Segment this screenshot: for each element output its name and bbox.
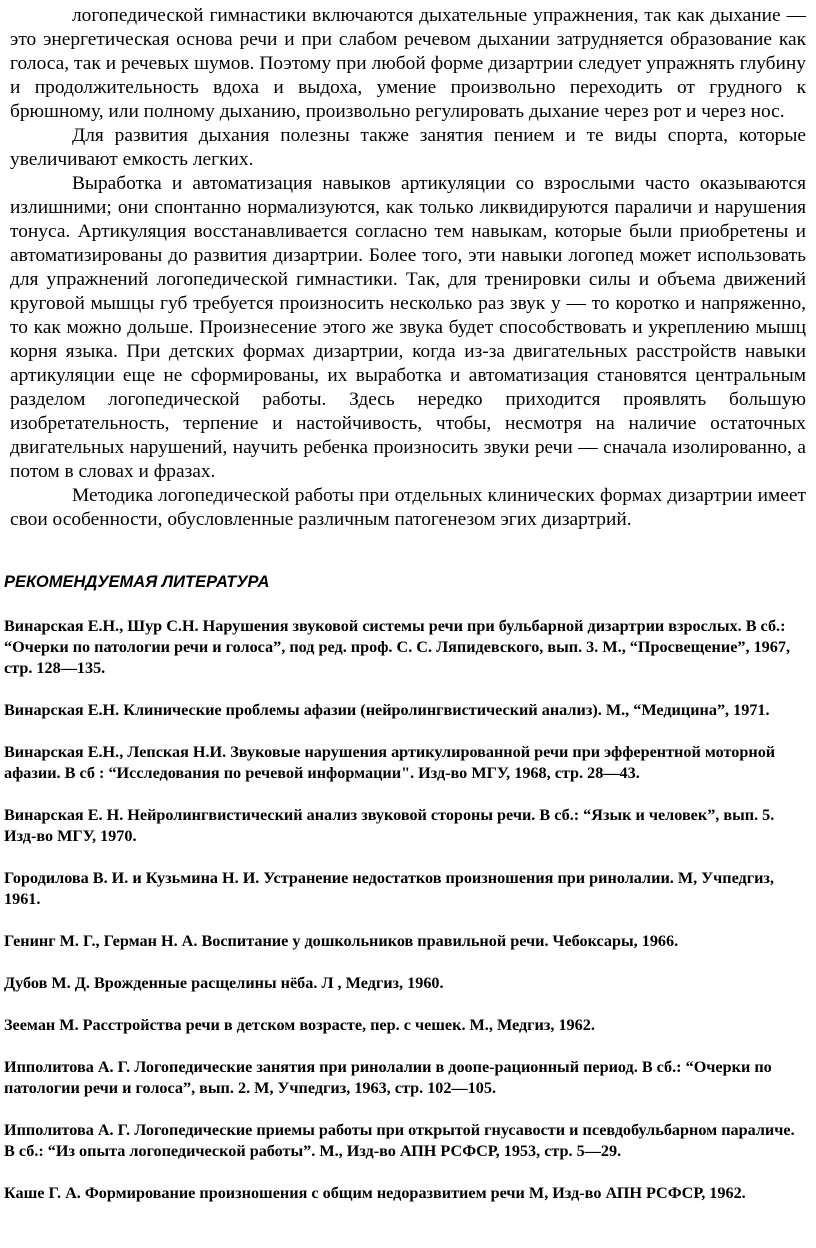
reference-item: Винарская Е. Н. Нейролингвистический анализ звуковой стороны речи. В сб.: “Язык и человек”, вып. 5. Изд-во МГУ, 1970. [4,806,775,845]
paragraph: Методика логопедической работы при отдельных клинических формах дизартрии имеет свои особенности, обусловленные различным патогенезом эгих дизартрий. [10,485,806,530]
reference-item: Городилова В. И. и Кузьмина Н. И. Устранение недостатков произношения при ринолалии. М, Учпедгиз, 1961. [4,869,774,908]
reference-item: Винарская Е.Н., Шур С.Н. Нарушения звуковой системы речи при бульбарной дизартрии взрослых. В сб.: “Очерки по патологии речи и голоса”, под ред. проф. С. С. Ляпидевского, вып. 3. М., “Просвещение”, 1967, стр. 128—135. [4,617,790,677]
main-text [10,4,806,532]
reference-item: Винарская Е.Н., Лепская Н.И. Звуковые нарушения артикулированной речи при эфферентной моторной афазии. В сб : “Исследования по речевой информации". Изд-во МГУ, 1968, стр. 28—43. [4,743,776,782]
reference-item: Зееман М. Расстройства речи в детском возрасте, пер. с чешек. М., Медгиз, 1962. [4,1016,595,1034]
reference-item: Ипполитова А. Г. Логопедические занятия при ринолалии в доопе-рационный период. В сб.: “Очерки по патологии речи и голоса”, вып. 2. М, Учпедгиз, 1963, стр. 102—105. [4,1058,772,1097]
reference-item: Дубов М. Д. Врожденные расщелины нёба. Л , Медгиз, 1960. [4,974,444,992]
paragraph: Для развития дыхания полезны также занятия пением и те виды спорта, которые увеличивают емкость легких. [10,125,806,170]
paragraph: Выработка и автоматизация навыков артикуляции со взрослыми часто оказываются излишними; они спонтанно нормализуются, как только ликвидируются параличи и нарушения тонуса. Артикуляция восстанавливается согласно тем навыкам, которые были приобретены и автоматизированы до развития дизартрии. Более того, эти навыки логопед может использовать для упражнений логопедической гимнастики. Так, для тренировки силы и объема движений круговой мышцы губ требуется произносить несколько раз звук у — то коротко и напряженно, то как можно дольше. Произнесение этого же звука будет способствовать и укреплению мышц корня языка. При детских формах дизартрии, когда из-за двигательных расстройств навыки артикуляции еще не сформированы, их выработка и автоматизация становятся центральным разделом логопедической работы. Здесь нередко приходится проявлять большую изобретательность, терпение и настойчивость, чтобы, несмотря на наличие остаточных двигательных нарушений, научить ребенка произносить звуки речи — сначала изолированно, а потом в словах и фразах. [10,173,806,482]
reference-item: Генинг М. Г., Герман Н. А. Воспитание у дошкольников правильной речи. Чебоксары, 1966. [4,932,679,950]
references-heading: РЕКОМЕНДУЕМАЯ ЛИТЕРАТУРА [4,573,270,591]
reference-item: Ипполитова А. Г. Логопедические приемы работы при открытой гнусавости и псевдобульбарном параличе. В сб.: “Из опыта логопедической работы”. М., Изд-во АПН РСФСР, 1953, стр. 5—29. [4,1121,795,1160]
reference-item: Каше Г. А. Формирование произношения с общим недоразвитием речи М, Изд-во АПН РСФСР, 1962. [4,1184,746,1202]
references-list [4,616,808,1225]
reference-item: Винарская Е.Н. Клинические проблемы афазии (нейролингвистический анализ). М., “Медицина”, 1971. [4,701,770,719]
paragraph: логопедической гимнастики включаются дыхательные упражнения, так как дыхание — это энергетическая основа речи и при слабом речевом дыхании затрудняется образование как голоса, так и речевых шумов. Поэтому при любой форме дизартрии следует упражнять глубину и продолжительность вдоха и выдоха, умение произвольно переходить от грудного к брюшному, или полному дыханию, произвольно регулировать дыхание через рот и через нос. [10,5,806,122]
